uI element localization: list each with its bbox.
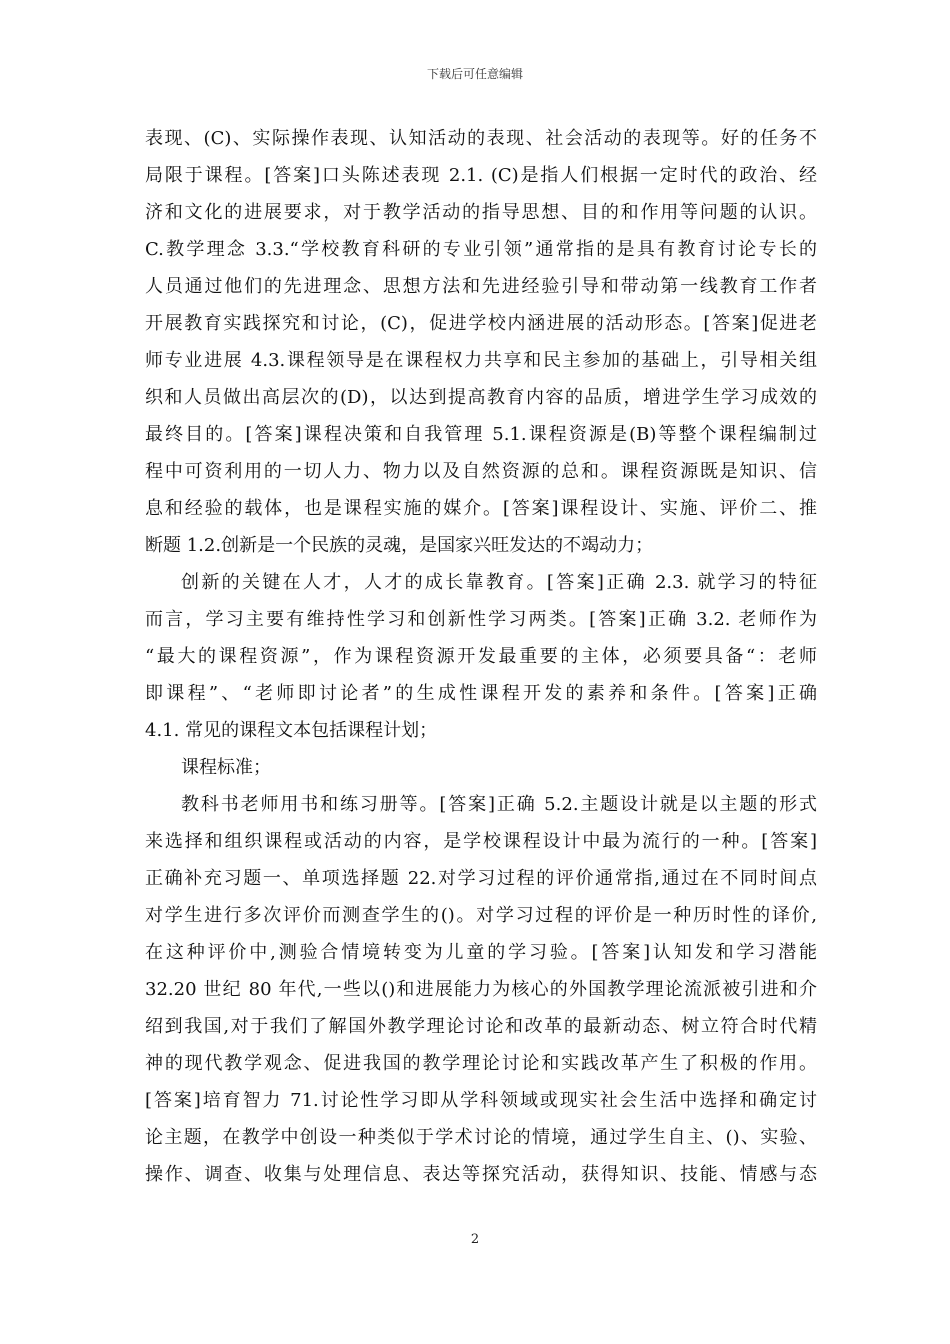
text-line: 32.20 世纪 80 年代,一些以()和进展能力为核心的外国教学理论流派被引进和介 (145, 979, 817, 1000)
document-body (145, 120, 817, 1193)
text-line: 最终目的。[答案]课程决策和自我管理 5.1.课程资源是(B)等整个课程编制过 (145, 424, 817, 445)
text-line: 教科书老师用书和练习册等。[答案]正确 5.2.主题设计就是以主题的形式 (181, 794, 817, 815)
text-line: C.教学理念 3.3.“学校教育科研的专业引领”通常指的是具有教育讨论专长的 (145, 239, 817, 260)
text-line: 而言，学习主要有维持性学习和创新性学习两类。[答案]正确 3.2. 老师作为 (145, 609, 817, 630)
text-line: 人员通过他们的先进理念、思想方法和先进经验引导和带动第一线教育工作者 (145, 276, 817, 297)
text-line: 对学生进行多次评价而测查学生的()。对学习过程的评价是一种历时性的译价, (145, 905, 817, 926)
text-line: 论主题，在教学中创设一种类似于学术讨论的情境，通过学生自主、()、实验、 (145, 1127, 817, 1148)
text-line: 操作、调查、收集与处理信息、表达等探究活动，获得知识、技能、情感与态 (145, 1164, 817, 1185)
text-line: 正确补充习题一、单项选择题 22.对学习过程的评价通常指,通过在不同时间点 (145, 868, 817, 889)
text-line: 课程标准； (181, 757, 271, 778)
text-line: 师专业进展 4.3.课程领导是在课程权力共享和民主参加的基础上，引导相关组 (145, 350, 817, 371)
text-line: 即课程”、“老师即讨论者”的生成性课程开发的素养和条件。[答案]正确 (145, 683, 817, 704)
text-line: 神的现代教学观念、促进我国的教学理论讨论和实践改革产生了积极的作用。 (145, 1053, 817, 1074)
text-line: 来选择和组织课程或活动的内容，是学校课程设计中最为流行的一种。[答案] (145, 831, 817, 852)
text-line: [答案]培育智力 71.讨论性学习即从学科领域或现实社会生活中选择和确定讨 (145, 1090, 817, 1111)
text-line: 在这种评价中,测验合情境转变为儿童的学习验。[答案]认知发和学习潜能 (145, 942, 817, 963)
page-header: 下载后可任意编辑 (426, 67, 523, 81)
text-line: 息和经验的载体，也是课程实施的媒介。[答案]课程设计、实施、评价二、推 (145, 498, 817, 519)
page-number: 2 (470, 1232, 480, 1247)
text-line: 断题 1.2.创新是一个民族的灵魂，是国家兴旺发达的不竭动力； (145, 535, 654, 556)
text-line: 局限于课程。[答案]口头陈述表现 2.1. (C)是指人们根据一定时代的政治、经 (145, 165, 817, 186)
text-line: 织和人员做出高层次的(D)，以达到提高教育内容的品质，增进学生学习成效的 (145, 387, 817, 408)
text-line: 济和文化的进展要求，对于教学活动的指导思想、目的和作用等问题的认识。 (145, 202, 817, 223)
text-line: 4.1. 常见的课程文本包括课程计划； (145, 720, 438, 741)
text-line: 程中可资利用的一切人力、物力以及自然资源的总和。课程资源既是知识、信 (145, 461, 817, 482)
text-line: 绍到我国,对于我们了解国外教学理论讨论和改革的最新动态、树立符合时代精 (145, 1016, 817, 1037)
text-line: 表现、(C)、实际操作表现、认知活动的表现、社会活动的表现等。好的任务不 (145, 128, 817, 149)
text-line: “最大的课程资源”，作为课程资源开发最重要的主体，必须要具备“：老师 (145, 646, 817, 667)
text-line: 创新的关键在人才，人才的成长靠教育。[答案]正确 2.3. 就学习的特征 (181, 572, 817, 593)
text-line: 开展教育实践探究和讨论，(C)，促进学校内涵进展的活动形态。[答案]促进老 (145, 313, 817, 334)
